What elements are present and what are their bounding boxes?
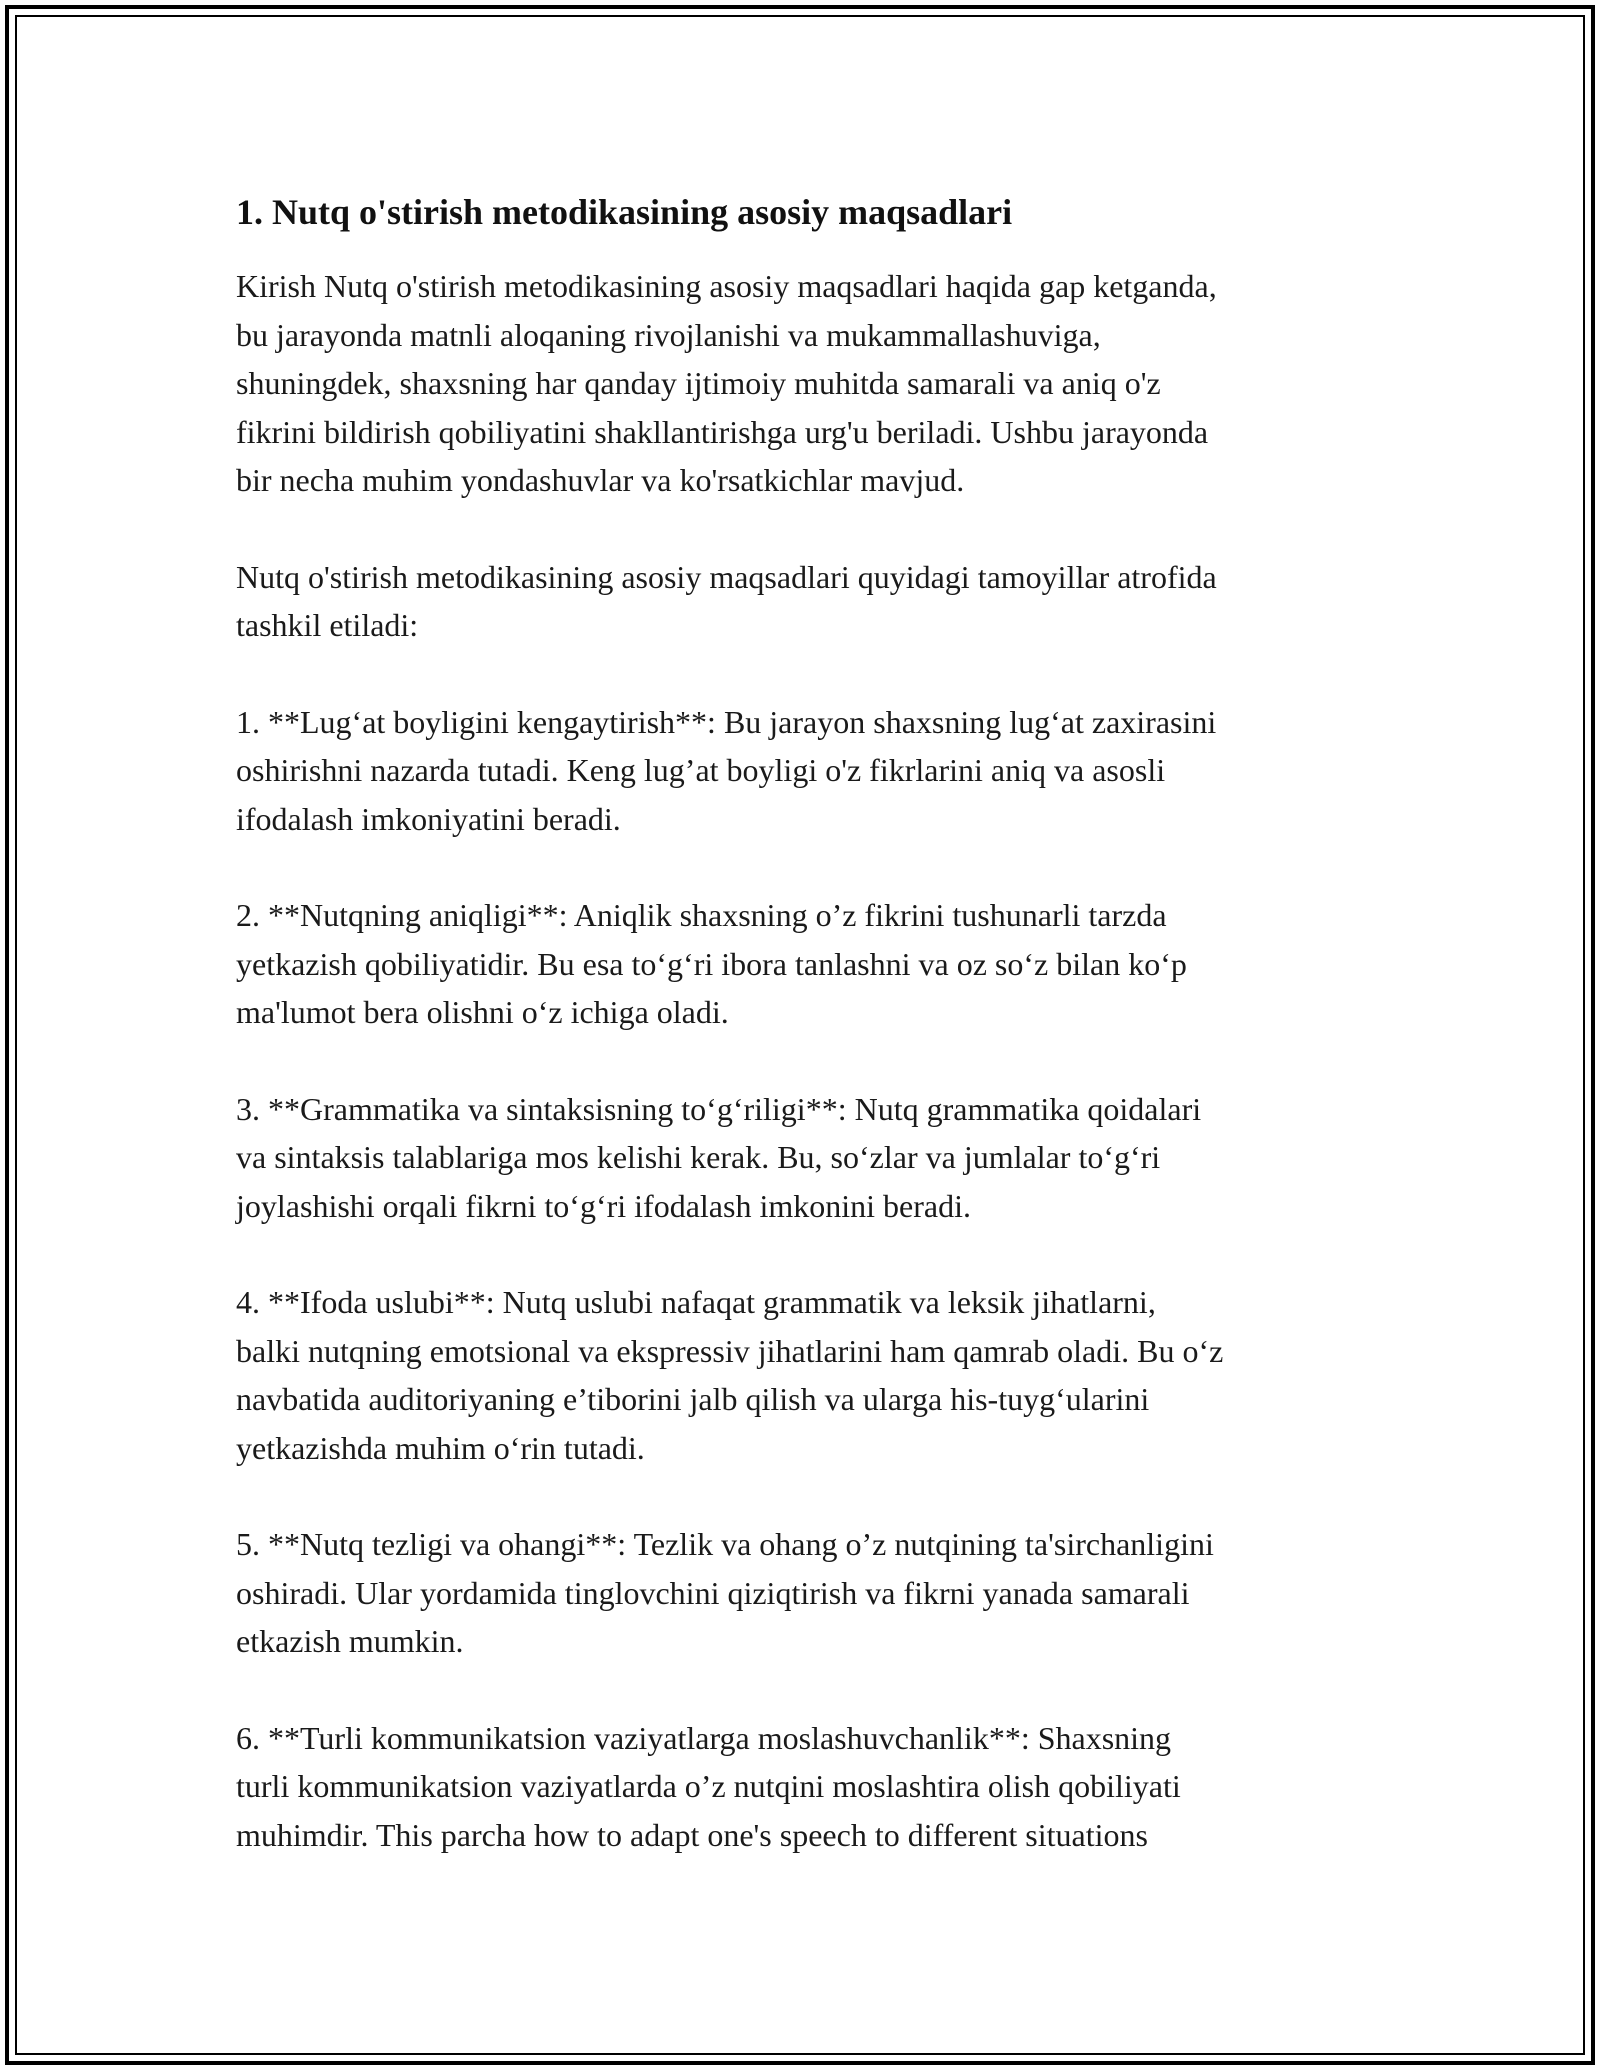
list-item-speed-tone: 5. **Nutq tezligi va ohangi**: Tezlik va ohang o’z nutqining ta'sirchanligini oshiradi. Ular yordamida tinglovchini qiziqtirish va fikrni yanada samarali etkazish mumkin. — [236, 1526, 1214, 1659]
document-title: 1. Nutq o'stirish metodikasining asosiy maqsadlari — [236, 192, 1013, 232]
paragraph-introduction: Kirish Nutq o'stirish metodikasining asosiy maqsadlari haqida gap ketganda, bu jarayonda matnli aloqaning rivojlanishi va mukammallashuviga, shuningdek, shaxsning har qanday ijtimoiy muhitda samarali va aniq o'z fikrini bildirish qobiliyatini shakllantirishga urg'u beriladi. Ushbu jarayonda bir necha muhim yondashuvlar va ko'rsatkichlar mavjud. — [236, 268, 1217, 498]
list-item-vocabulary: 1. **Lug‘at boyligini kengaytirish**: Bu jarayon shaxsning lug‘at zaxirasini oshirishni nazarda tutadi. Keng lug’at boyligi o'z fikrlarini aniq va asosli ifodalash imkoniyatini beradi. — [236, 703, 1217, 837]
list-item-grammar: 3. **Grammatika va sintaksisning to‘g‘riligi**: Nutq grammatika qoidalari va sintaksis talablariga mos kelishi kerak. Bu, so‘zlar va jumlalar to‘g‘ri joylashishi orqali fikrni to‘g‘ri ifodalash imkonini beradi. — [236, 1090, 1202, 1224]
list-item-accuracy: 2. **Nutqning aniqligi**: Aniqlik shaxsning o’z fikrini tushunarli tarzda yetkazish qobiliyatidir. Bu esa to‘g‘ri ibora tanlashni va oz so‘z bilan ko‘p ma'lumot bera olishni o‘z ichiga oladi. — [236, 897, 1187, 1030]
list-item-expression-style: 4. **Ifoda uslubi**: Nutq uslubi nafaqat grammatik va leksik jihatlarni, balki nutqning emotsional va ekspressiv jihatlarini ham qamrab oladi. Bu o‘z navbatida auditoriyaning e’tiborini jalb qilish va ularga his-tuyg‘ularini yetkazishda muhim o‘rin tutadi. — [236, 1284, 1224, 1466]
paragraph-principles-intro: Nutq o'stirish metodikasining asosiy maqsadlari quyidagi tamoyillar atrofida tashkil etiladi: — [236, 558, 1217, 643]
list-item-adaptability: 6. **Turli kommunikatsion vaziyatlarga moslashuvchanlik**: Shaxsning turli kommunikatsion vaziyatlarda o’z nutqini moslashtira olish qobiliyati muhimdir. This parcha how to adapt one's speech to different situations — [236, 1719, 1181, 1853]
document-body — [236, 188, 1386, 1907]
